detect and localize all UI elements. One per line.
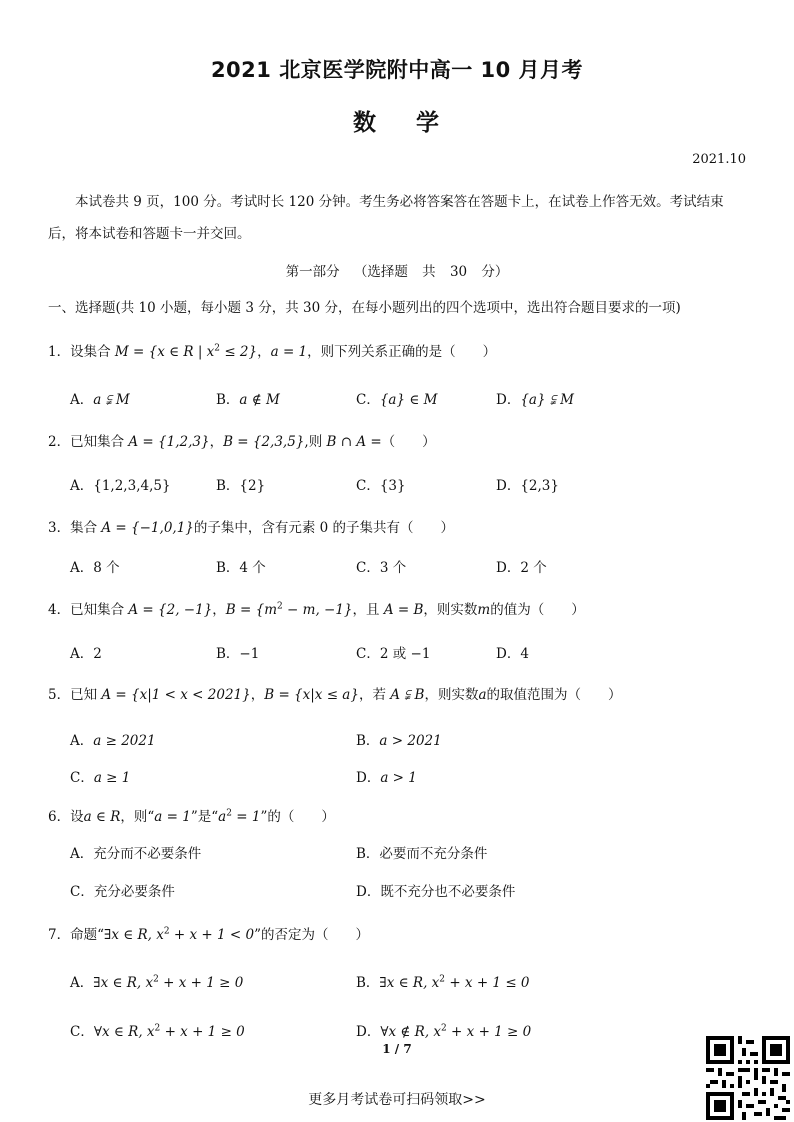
option-label: A． <box>70 478 94 494</box>
option-text: 3 个 <box>379 560 407 576</box>
section-heading: 一、选择题(共 10 小题，每小题 3 分，共 30 分，在每小题列出的四个选项中，选出符合题目要求的一项) <box>48 300 681 316</box>
option-b <box>216 388 280 408</box>
question-text: 命题“ <box>70 927 104 943</box>
option-a <box>70 388 130 408</box>
option-label: D． <box>496 392 521 408</box>
question-text: 的子集中，含有元素 0 的子集共有（ ） <box>193 520 455 536</box>
question-2 <box>48 430 436 450</box>
option-text: {2,3} <box>520 478 559 494</box>
option-d <box>356 1020 531 1040</box>
math-expression: a <box>218 809 227 825</box>
option-label: B． <box>216 560 240 576</box>
option-label: D． <box>496 646 521 662</box>
option-text: {2} <box>239 478 266 494</box>
option-d <box>496 388 574 408</box>
question-1 <box>48 340 496 360</box>
exam-date: 2021.10 <box>692 152 746 167</box>
question-text: ，则下列关系正确的是（ ） <box>307 344 497 360</box>
exponent: 2 <box>153 974 159 985</box>
option-label: D． <box>356 884 381 900</box>
option-label: C． <box>70 884 94 900</box>
question-4 <box>48 598 585 618</box>
option-label: A． <box>70 560 94 576</box>
math-expression: B = {2,3,5} <box>223 434 305 450</box>
option-text: 充分必要条件 <box>93 884 175 900</box>
math-expression: a = 1 <box>270 344 308 360</box>
math-expression: A = {1,2,3} <box>128 434 210 450</box>
option-label: C． <box>70 770 94 786</box>
option-b <box>356 842 487 862</box>
option-text: 既不充分也不必要条件 <box>380 884 516 900</box>
question-text: ，则“ <box>120 809 155 825</box>
option-label: C． <box>356 560 380 576</box>
question-6 <box>48 805 335 825</box>
option-label: A． <box>70 392 94 408</box>
question-number: 7． <box>48 927 71 943</box>
question-7 <box>48 923 369 943</box>
option-label: C． <box>70 1024 94 1040</box>
option-b <box>216 556 266 576</box>
math-expression: a ∈ R <box>83 809 121 825</box>
exponent: 2 <box>163 926 170 937</box>
option-text: + x + 1 ≥ 0 <box>158 975 244 991</box>
option-text: 4 <box>520 646 529 662</box>
option-label: A． <box>70 846 94 862</box>
math-expression: B = {m <box>225 602 278 618</box>
option-label: C． <box>356 478 380 494</box>
option-b <box>356 729 442 749</box>
option-c <box>356 642 430 662</box>
option-a <box>70 971 243 991</box>
question-text: 设 <box>70 809 84 825</box>
option-text: {a} ∈ M <box>379 392 438 408</box>
option-text: −1 <box>239 646 260 662</box>
option-text: 8 个 <box>93 560 120 576</box>
option-c <box>356 474 406 494</box>
option-d <box>496 642 529 662</box>
option-text: {a} ⫋ M <box>520 392 574 408</box>
option-label: B． <box>216 646 240 662</box>
option-label: A． <box>70 646 94 662</box>
option-text: a ≥ 2021 <box>93 733 156 749</box>
subject-title: 数 学 <box>352 110 441 136</box>
math-expression: B ∩ A = <box>326 434 382 450</box>
option-text: 充分而不必要条件 <box>93 846 202 862</box>
question-text: ， <box>209 434 224 450</box>
option-label: D． <box>356 1024 381 1040</box>
option-text: {3} <box>379 478 406 494</box>
question-text: ，且 <box>352 602 380 618</box>
option-text: + x + 1 ≥ 0 <box>446 1024 532 1040</box>
math-expression: A = {x|1 < x < 2021} <box>101 687 251 703</box>
exponent: 2 <box>441 1023 447 1034</box>
option-c <box>356 556 406 576</box>
option-c <box>70 880 175 900</box>
option-text: a ⫋ M <box>93 392 130 408</box>
option-a <box>70 642 102 662</box>
option-text: ∃x ∈ R, x <box>93 975 154 991</box>
math-expression: A = {2, −1} <box>128 602 213 618</box>
option-c <box>356 388 437 408</box>
option-text: ∀x ∈ R, x <box>93 1024 155 1040</box>
math-expression: − m, −1} <box>282 602 353 618</box>
math-expression: m <box>477 602 491 618</box>
option-text: a ≥ 1 <box>93 770 131 786</box>
option-a <box>70 842 201 862</box>
question-number: 4． <box>48 602 71 618</box>
option-label: B． <box>356 975 380 991</box>
exponent: 2 <box>439 974 446 985</box>
question-text: 设集合 <box>70 344 111 360</box>
option-d <box>496 556 547 576</box>
question-text: ,则 <box>304 434 323 450</box>
math-expression: a <box>478 687 487 703</box>
question-text: 已知集合 <box>70 434 125 450</box>
option-text: a > 1 <box>380 770 417 786</box>
question-text: 已知 <box>70 687 98 703</box>
math-expression: M = {x ∈ R | x <box>114 344 215 360</box>
question-text: ，则实数 <box>424 687 479 703</box>
option-b <box>216 642 259 662</box>
question-text: ”的（ ） <box>260 809 335 825</box>
math-expression: ≤ 2} <box>220 344 258 360</box>
question-text: 已知集合 <box>70 602 125 618</box>
option-c <box>70 1020 245 1040</box>
option-label: B． <box>356 733 380 749</box>
question-text: ， <box>212 602 226 618</box>
option-a <box>70 729 156 749</box>
math-expression: A ⫋ B <box>390 687 425 703</box>
math-expression: A = B <box>383 602 424 618</box>
question-text: ，若 <box>358 687 386 703</box>
option-d <box>496 474 559 494</box>
question-number: 2． <box>48 434 71 450</box>
math-expression: ∃x ∈ R, x <box>104 927 164 943</box>
part-heading: 第一部分 （选择题 共 30 分） <box>285 264 509 280</box>
page-title: 2021 北京医学院附中高一 10 月月考 <box>210 58 584 82</box>
math-expression: B = {x|x ≤ a} <box>264 687 359 703</box>
math-expression: + x + 1 < 0 <box>169 927 255 943</box>
question-text: 的取值范围为（ ） <box>486 687 622 703</box>
question-text: ， <box>257 344 271 360</box>
option-label: C． <box>356 646 380 662</box>
exam-instructions: 本试卷共 9 页，100 分。考试时长 120 分钟。考生务必将答案答在答题卡上，在试卷上作答无效。考试结束后，将本试卷和答题卡一并交回。 <box>48 194 724 242</box>
option-text: 必要而不充分条件 <box>379 846 488 862</box>
question-3 <box>48 516 454 536</box>
option-a <box>70 556 120 576</box>
more-exams-link[interactable]: 更多月考试卷可扫码领取>> <box>308 1092 486 1108</box>
option-text: 2 个 <box>520 560 547 576</box>
question-number: 6． <box>48 809 71 825</box>
question-text: ”的否定为（ ） <box>254 927 369 943</box>
question-text: 集合 <box>70 520 98 536</box>
option-text: + x + 1 ≥ 0 <box>160 1024 245 1040</box>
option-text: 2 <box>93 646 102 662</box>
option-text: {1,2,3,4,5} <box>93 478 171 494</box>
math-expression: = 1 <box>231 809 261 825</box>
option-text: 2 或 −1 <box>379 646 431 662</box>
option-label: B． <box>216 392 240 408</box>
option-label: B． <box>216 478 240 494</box>
option-label: A． <box>70 733 94 749</box>
math-expression: a = 1 <box>154 809 191 825</box>
question-text: （ ） <box>381 434 436 450</box>
option-label: C． <box>356 392 380 408</box>
option-label: B． <box>356 846 380 862</box>
option-text: + x + 1 ≤ 0 <box>445 975 530 991</box>
option-label: D． <box>356 770 381 786</box>
option-c <box>70 766 130 786</box>
option-d <box>356 766 417 786</box>
option-label: A． <box>70 975 94 991</box>
option-b <box>216 474 265 494</box>
exponent: 2 <box>226 808 232 819</box>
option-label: D． <box>496 478 521 494</box>
question-5 <box>48 683 622 703</box>
exponent: 2 <box>277 601 283 612</box>
option-label: D． <box>496 560 521 576</box>
qr-code-icon[interactable] <box>706 1036 790 1120</box>
question-number: 5． <box>48 687 71 703</box>
question-text: ，则实数 <box>423 602 478 618</box>
option-text: a ∉ M <box>239 392 280 408</box>
option-b <box>356 971 530 991</box>
option-text: 4 个 <box>239 560 266 576</box>
math-expression: A = {−1,0,1} <box>101 520 194 536</box>
question-text: ”是“ <box>190 809 219 825</box>
page-number: 1 / 7 <box>382 1042 412 1056</box>
option-d <box>356 880 515 900</box>
option-text: a > 2021 <box>379 733 442 749</box>
option-a <box>70 474 171 494</box>
option-text: ∀x ∉ R, x <box>380 1024 442 1040</box>
question-number: 3． <box>48 520 71 536</box>
question-text: 的值为（ ） <box>490 602 585 618</box>
question-text: ， <box>250 687 265 703</box>
exponent: 2 <box>154 1023 161 1034</box>
exponent: 2 <box>214 343 221 354</box>
option-text: ∃x ∈ R, x <box>379 975 440 991</box>
question-number: 1． <box>48 344 71 360</box>
